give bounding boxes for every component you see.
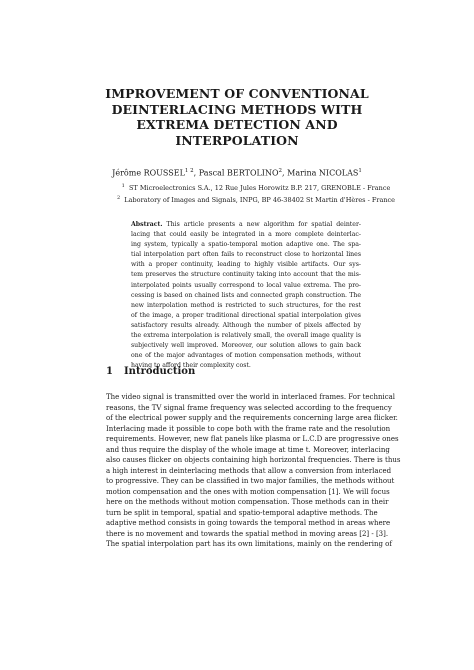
affiliation-mark: 1	[121, 183, 125, 189]
body-line: motion compensation and the ones with motion compensation [1]. We will focus	[106, 487, 390, 496]
introduction-text	[106, 392, 401, 550]
body-line: to progressive. They can be classified in two major families, the methods without	[106, 477, 395, 485]
abstract-line: with a proper continuity, leading to highly visible artifacts. Our sys-	[131, 261, 361, 269]
title-line: EXTREMA DETECTION AND	[136, 117, 338, 132]
affiliation-list	[106, 181, 406, 205]
title-line: DEINTERLACING METHODS WITH	[111, 101, 363, 117]
author-separator: ,	[193, 168, 199, 178]
abstract-line: lacing that could easily be integrated in a more complete deinterlac-	[131, 231, 361, 239]
author-list	[0, 166, 474, 179]
paper-title	[0, 86, 474, 148]
title-line: IMPROVEMENT OF CONVENTIONAL	[105, 86, 369, 101]
affiliation	[106, 181, 406, 193]
body-line: here on the methods without motion compensation. Those methods can in their	[106, 498, 389, 506]
affiliation-text: ST Microelectronics S.A., 12 Rue Jules Horowitz B.P. 217, GRENOBLE - France	[128, 184, 391, 193]
abstract-line: tial interpolation part often fails to reconstruct close to horizontal lines	[131, 251, 361, 259]
body-line: and thus require the display of the whole image at time t. Moreover, interlacing	[106, 445, 390, 454]
abstract-label: Abstract.	[131, 221, 163, 228]
body-line: The video signal is transmitted over the world in interlaced frames. For technical	[106, 393, 396, 401]
abstract-line	[131, 220, 361, 230]
body-line: reasons, the TV signal frame frequency was selected according to the frequency	[106, 403, 392, 412]
abstract-line: interpolated points usually correspond to local value extrema. The pro-	[131, 281, 361, 289]
author-name: Jérôme ROUSSEL	[112, 168, 185, 178]
abstract-line: new interpolation method is restricted to such structures, for the rest	[131, 301, 361, 309]
abstract-line: cessing is based on chained lists and connected graph construction. The	[131, 291, 361, 299]
body-line: The spatial interpolation part has its own limitations, mainly on the rendering of	[106, 540, 392, 548]
section-title: Introduction	[124, 366, 196, 377]
body-line: adaptive method consists in going towards the temporal method in areas where	[106, 519, 391, 527]
abstract-line: one of the major advantages of motion compensation methods, without	[131, 352, 361, 360]
abstract-line: satisfactory results already. Although the number of pixels affected by	[131, 321, 361, 329]
author-name: Pascal BERTOLINO	[198, 168, 279, 178]
body-line: turn be split in temporal, spatial and spatio-temporal adaptive methods. The	[106, 508, 378, 517]
title-line: INTERPOLATION	[175, 132, 299, 148]
abstract-line: tem preserves the structure continuity taking into account that the mis-	[131, 271, 361, 279]
section-number: 1	[106, 366, 113, 377]
abstract-line: subjectively well improved. Moreover, our solution allows to gain back	[131, 342, 361, 350]
affiliation-mark: 1	[358, 168, 362, 174]
body-line: a high interest in deinterlacing methods that allow a conversion from interlaced	[106, 466, 392, 475]
abstract-line: having to afford their complexity cost.	[131, 362, 251, 370]
affiliation-text: Laboratory of Images and Signals, INPG, BP 46-38402 St Martin d'Hères - France	[124, 196, 396, 205]
body-line: Interlacing made it possible to cope both with the frame rate and the resolution	[106, 424, 391, 433]
author-separator: ,	[282, 168, 288, 178]
abstract-line: of the image, a proper traditional directional spatial interpolation gives	[131, 311, 361, 319]
section-heading	[106, 366, 195, 378]
body-line: there is no movement and towards the spatial method in moving areas [2] - [3].	[106, 529, 389, 538]
body-line: requirements. However, new flat panels like plasma or L.C.D are progressive ones	[106, 435, 399, 443]
affiliation-mark: 2	[278, 168, 283, 174]
abstract-line: ing system, typically a spatio-temporal motion adaptive one. The spa-	[131, 241, 361, 249]
affiliation-mark: 2	[116, 195, 121, 202]
affiliation	[106, 193, 406, 205]
abstract	[131, 220, 361, 371]
affiliation-mark: 1 2	[184, 168, 194, 174]
abstract-text: This article presents a new algorithm for spatial deinter-	[166, 221, 361, 228]
body-line: of the electrical power supply and the requirements concerning large area flicker.	[106, 414, 398, 422]
body-line: also causes flicker on objects containing high horizontal frequencies. There is thus	[106, 456, 401, 464]
author-name: Marina NICOLAS	[287, 168, 359, 178]
abstract-line: the extrema interpolation is relatively small, the overall image quality is	[131, 332, 361, 340]
